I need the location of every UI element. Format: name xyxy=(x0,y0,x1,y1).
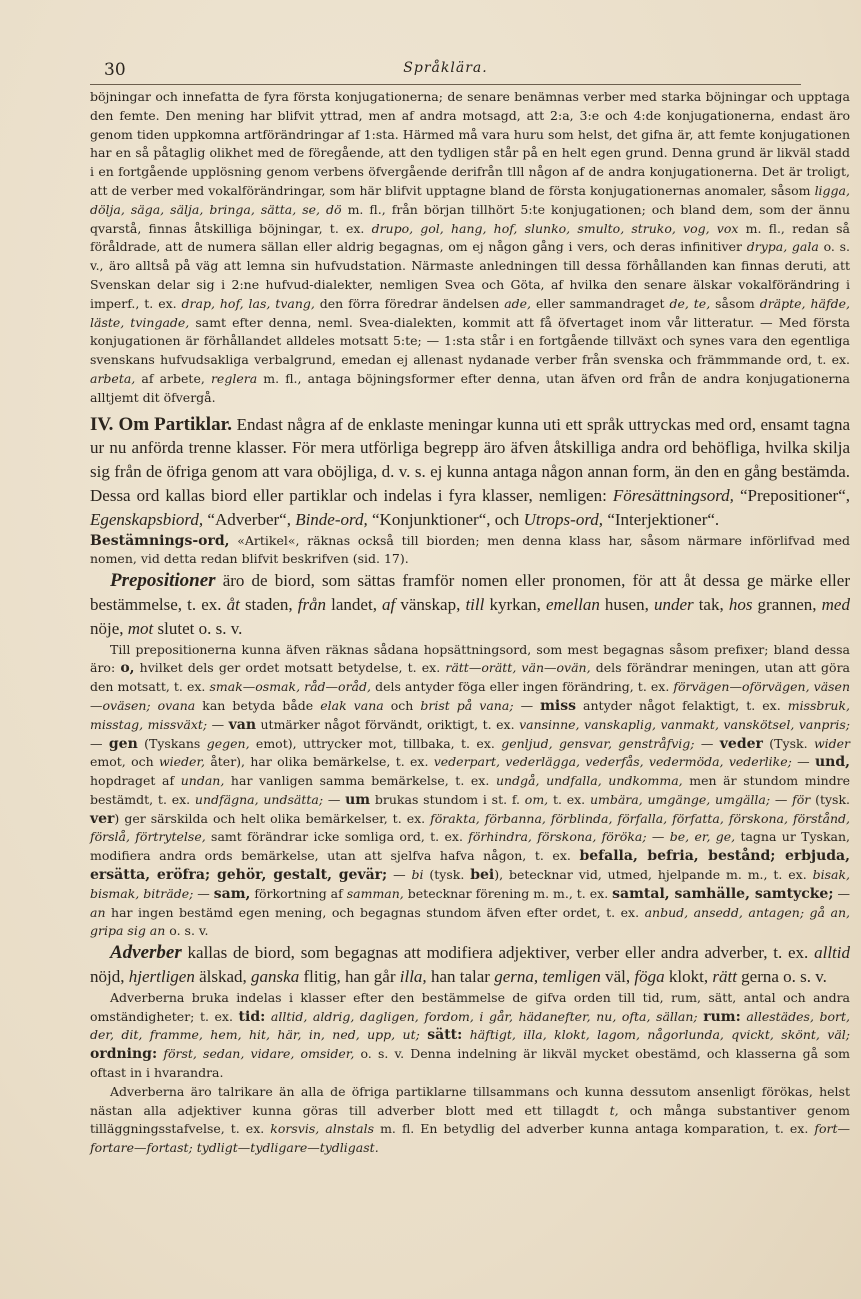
italic-text-run: emellan xyxy=(546,594,600,614)
text-run: (tysk. xyxy=(810,791,851,807)
text-run: betecknar förening m. m., t. ex. xyxy=(403,885,613,901)
text-run: — xyxy=(323,791,346,807)
text-run: emot, och xyxy=(90,754,159,770)
text-run: Till prepositionerna kunna äfven räknas sådana hopsättningsord, som mest begagnas såsom prefixer; bland dessa äro: xyxy=(90,641,850,676)
text-run: men är stundom mindre bestämdt, t. ex. xyxy=(90,773,850,807)
italic-text-run: undfägna, undsätta; xyxy=(194,791,324,807)
text-run: flitig, han går xyxy=(299,967,400,987)
adverb-comparison-paragraph xyxy=(90,1083,850,1158)
italic-text-run: Egenskapsbiord, xyxy=(90,509,204,529)
italic-text-run: anbud, ansedd, antagen; gå an, gripa sig an xyxy=(90,904,850,939)
italic-text-run: de, te, xyxy=(669,295,711,311)
text-run: tak, xyxy=(693,594,729,614)
italic-text-run: om, xyxy=(524,791,549,807)
italic-text-run: brist på vana; xyxy=(420,697,514,713)
text-run: «Artikel«, räknas också till biorden; men denna klass har, såsom närmare införlifvad med nomen, vid detta redan blifvit beskrifven (sid. 17). xyxy=(90,532,850,567)
page-body xyxy=(90,88,850,1158)
text-run: har vanligen samma bemärkelse, t. ex. xyxy=(224,773,496,789)
page-number: 30 xyxy=(104,60,126,80)
italic-text-run: dräpte, häfde, läste, tvingade, xyxy=(90,295,850,330)
italic-text-run: mot xyxy=(127,618,154,638)
text-run: grannen, xyxy=(752,594,822,614)
italic-text-run: wider xyxy=(813,735,851,751)
text-run: och många substantiver genom tilläggningsstafvelse, t. ex. xyxy=(90,1102,850,1137)
text-run: “Prepositioner“, xyxy=(733,485,850,505)
italic-text-run: Utrops-ord, xyxy=(523,509,604,529)
text-run: — xyxy=(513,697,541,713)
text-run: gerna o. s. v. xyxy=(736,967,827,987)
text-run: — xyxy=(791,754,815,770)
text-run: hopdraget af xyxy=(90,773,181,789)
text-run: landet, xyxy=(326,594,383,614)
italic-text-run: drypa, gala xyxy=(746,239,819,255)
text-run: slutet o. s. v. xyxy=(153,618,243,638)
text-run: förkortning af xyxy=(250,885,347,901)
text-run: samt förändrar icke somliga ord, t. ex. xyxy=(205,829,469,845)
text-run: (Tysk. xyxy=(762,735,814,751)
italic-text-run: hjertligen xyxy=(128,967,195,987)
italic-text-run: rätt xyxy=(712,967,737,987)
text-run: und, xyxy=(814,754,850,771)
text-run: Adverberna äro talrikare än alla de öfriga partiklarne tillsammans och kunna dessutom ansenligt förökas, helst nästan alla adjektiver kunna göras till adverber blott med ett tillagdt xyxy=(90,1083,850,1118)
italic-text-run: hos xyxy=(728,594,753,614)
italic-text-run: genljud, gensvar, genstråfvig; xyxy=(501,735,695,751)
text-run: t. ex. xyxy=(548,791,590,807)
italic-text-run: under xyxy=(653,594,694,614)
text-run: o. s. v. xyxy=(165,923,209,939)
italic-text-run: vederpart, vederlägga, vederfås, vedermöda, vederlike; xyxy=(433,754,792,770)
prepositions-paragraph xyxy=(90,569,850,640)
text-run: (Tyskans xyxy=(137,735,207,751)
text-run: — xyxy=(207,716,229,732)
italic-text-run: korsvis, alnstals xyxy=(270,1121,375,1137)
italic-text-run: allestädes, bort, der, dit, framme, hem, hit, här, in, ned, upp, ut; xyxy=(90,1008,850,1043)
text-run: befalla, befria, bestånd; erbjuda, ersätta, eröfra; gehör, gestalt, gevär; xyxy=(90,848,850,884)
italic-text-run: alltid xyxy=(814,943,850,963)
prepositions-heading: Prepositioner xyxy=(110,570,216,592)
text-run: — xyxy=(770,791,793,807)
text-run: eller sammandraget xyxy=(531,295,670,311)
text-run: — xyxy=(694,735,720,751)
text-run: ) ger särskilda och helt olika bemärkelser, t. ex. xyxy=(114,810,431,826)
italic-text-run: från xyxy=(297,594,327,614)
italic-text-run: till xyxy=(465,594,485,614)
text-run: och xyxy=(383,697,421,713)
italic-text-run: elak vana xyxy=(320,697,384,713)
section-heading: IV. Om Partiklar. xyxy=(90,413,233,435)
text-run: brukas stundom i st. f. xyxy=(370,791,525,807)
text-run: veder xyxy=(719,735,763,752)
italic-text-run: rätt—orätt, vän—ovän, xyxy=(445,660,591,676)
text-run: samtal, samhälle, samtycke; xyxy=(612,885,834,902)
italic-text-run: wieder, xyxy=(158,754,206,770)
text-run: har ingen bestämd egen mening, och begagnas stundom äfven efter ordet, t. ex. xyxy=(105,904,645,920)
text-run: klokt, xyxy=(664,967,713,987)
text-run: ver xyxy=(90,810,115,827)
italic-text-run: gegen, xyxy=(206,735,250,751)
text-run: åter), har olika bemärkelse, t. ex. xyxy=(205,754,434,770)
text-run: gen xyxy=(108,735,138,752)
text-run: — xyxy=(833,885,850,901)
italic-text-run: illa, xyxy=(399,967,427,987)
text-run: böjningar och innefatta de fyra första konjugationerna; de senare benämnas verber med starka böjningar och upptaga den femte. Den mening har blifvit yttrad, men af andra motsagd, att 2:a, 3:e och 4:de konjugationerna, endast äro genom tiden uppkomna artförändringar af 1:sta. Härmed må vara huru som helst, det gifna är, att femte konjugationen har en så påtaglig olikhet med de föregående, att den tydligen står på en helt egen grund. Denna grund är likväl stadd i en fortgående upplösning genom verbens öfvergående derifrån tlll någon af de andra konjugationerna. Det är troligt, att de verber med vokalförändringar, som här blifvit upptagne bland de första konjugationernas anomaler, såsom xyxy=(90,89,850,198)
text-run: sätt: xyxy=(427,1027,463,1044)
text-run: utmärker något förvändt, oriktigt, t. ex. xyxy=(256,716,520,732)
italic-text-run: bisak, bismak, biträde; xyxy=(90,867,851,901)
text-run xyxy=(462,1027,469,1042)
italic-text-run: förakta, förbanna, förblinda, förfalla, författa, förskona, förstånd, förslå, förtrytelse, xyxy=(90,810,851,845)
text-run: husen, xyxy=(599,594,654,614)
text-run: ), betecknar vid, utmed, hjelpande m. m., t. ex. xyxy=(494,867,813,883)
italic-text-run: an xyxy=(90,904,106,920)
text-run: nöjd, xyxy=(90,967,129,987)
italic-text-run: gerna, temligen xyxy=(494,967,601,987)
text-run: (tysk. xyxy=(423,867,471,883)
italic-text-run: bi xyxy=(411,867,424,883)
text-run: bei xyxy=(470,867,495,884)
italic-text-run: Föresättningsord, xyxy=(612,485,734,505)
text-run: samt efter denna, neml. Svea-dialekten, kommit att få öfvertaget inom vår litteratur. — Med första konjugationen är förhållandet alldeles motsatt 5:te; — 1:sta står i en fortgående tillväxt och synes vara den egentliga svenskans hufvudsakliga verbalgrund, emedan ej allenast nydanade verber från svenska och främmmande ord, t. ex. xyxy=(90,314,850,368)
italic-text-run: missbruk, misstag, missväxt; xyxy=(90,697,850,732)
italic-text-run: ligga, dölja, säga, sälja, bringa, sätta, se, dö xyxy=(90,182,850,217)
italic-text-run: drap, hof, las, tvang, xyxy=(181,295,315,311)
text-run: nöje, xyxy=(90,618,128,638)
article-term: Bestämnings-ord, xyxy=(90,532,230,549)
text-run: Endast några af de enklaste meningar kunna uti ett språk uttryckas med ord, ensamt tagna ur nu anförda trenne klasser. För mera utförliga begrepp äro äfven åtskilliga andra ord behöfliga, hvilka skilja sig från de öfriga genom att vara oböjliga, d. v. s. ej kunna antaga någon annan form, än den en gång bestämda. Dessa ord kallas biord eller partiklar och indelas i fyra klasser, nemligen: xyxy=(90,414,851,505)
italic-text-run: undan, xyxy=(180,773,225,789)
italic-text-run: alltid, aldrig, dagligen, fordom, i går, hädanefter, nu, ofta, sällan; xyxy=(270,1008,698,1024)
adverb-classes-paragraph xyxy=(90,989,850,1083)
text-run: den förra föredrar ändelsen xyxy=(314,295,505,311)
italic-text-run: umbära, umgänge, umgälla; xyxy=(589,791,771,807)
text-run: staden, xyxy=(239,594,298,614)
text-run: o. s. v. Denna indelning är likväl mycket obestämd, och klasserna gå som oftast in i hvarandra. xyxy=(90,1046,851,1081)
italic-text-run: af xyxy=(382,594,396,614)
italic-text-run: förvägen—oförvägen, väsen—oväsen; ovana xyxy=(90,679,851,713)
text-run: — xyxy=(387,867,412,883)
text-run: — xyxy=(193,885,214,901)
text-run: o, xyxy=(120,660,135,677)
italic-text-run: t, xyxy=(609,1102,619,1118)
italic-text-run: ganska xyxy=(251,967,300,987)
particles-section xyxy=(90,413,850,532)
italic-text-run: förhindra, förskona, föröka; xyxy=(468,829,647,845)
verb-conjugation-paragraph xyxy=(90,88,850,408)
text-run: Adverberna bruka indelas i klasser efter den bestämmelse de gifva orden till tid, rum, sätt, antal och andra omständigheter; t. ex. xyxy=(90,989,850,1024)
italic-text-run: åt xyxy=(226,594,240,614)
text-run: sam, xyxy=(213,885,251,902)
text-run: hvilket dels ger ordet motsatt betydelse, t. ex. xyxy=(134,660,446,676)
text-run: dels förändrar meningen, utan att göra den motsatt, t. ex. xyxy=(90,660,851,695)
running-title: Språklära. xyxy=(403,60,488,76)
italic-text-run: undgå, undfalla, undkomma, xyxy=(495,773,683,789)
text-run: van xyxy=(228,716,256,733)
text-run: ordning: xyxy=(90,1046,158,1063)
text-run: han talar xyxy=(426,967,495,987)
italic-text-run: först, sedan, vidare, omsider, xyxy=(163,1046,355,1062)
page-header xyxy=(90,58,801,85)
text-run: — xyxy=(90,735,109,751)
text-run: såsom xyxy=(710,295,760,311)
text-run: m. fl., från början tillhört 5:te konjugationen; och bland dem, som der ännu qvarstå, finnas åtskilliga böjningar, t. ex. xyxy=(90,201,851,236)
adverbs-heading: Adverber xyxy=(110,942,182,964)
text-run: dels antyder föga eller ingen förändring, t. ex. xyxy=(371,679,674,695)
text-run: antyder något felaktigt, t. ex. xyxy=(576,697,788,713)
italic-text-run: drupo, gol, hang, hof, slunko, smulto, struko, vog, vox xyxy=(371,220,739,236)
text-run: — xyxy=(646,829,670,845)
text-run: “Adverber“, xyxy=(203,509,296,529)
italic-text-run: häftigt, illa, klokt, lagom, någorlunda, qvickt, skönt, väl; xyxy=(469,1027,850,1043)
text-run: vänskap, xyxy=(395,594,466,614)
article-note xyxy=(90,532,850,570)
text-run: emot), uttrycker mot, tillbaka, t. ex. xyxy=(249,735,502,751)
italic-text-run: samman, xyxy=(346,885,404,901)
italic-text-run: be, er, ge, xyxy=(669,829,736,845)
italic-text-run: med xyxy=(821,594,850,614)
text-run: äro de biord, som sättas framför nomen eller pronomen, för att åt dessa ge märke eller bestämmelse, t. ex. xyxy=(90,571,850,614)
text-run: tid: xyxy=(238,1008,266,1025)
text-run: o. s. v., äro alltså på väg att lemna sin hufvudstation. Närmaste anledningen till dessa förhållanden kan finnas deruti, att Svenskan delar sig i 2:ne hufvud-dialekter, nemligen Svea och Göta, af hvilka den senare älskar vokalförändring i imperf., t. ex. xyxy=(90,239,850,311)
text-run: rum: xyxy=(703,1008,741,1025)
italic-text-run: arbeta, xyxy=(90,370,136,386)
italic-text-run: fort—fortare—fortast; tydligt—tydligare—tydligast. xyxy=(90,1121,850,1156)
prefixes-paragraph xyxy=(90,641,850,942)
italic-text-run: smak—osmak, råd—oråd, xyxy=(209,679,371,695)
italic-text-run: vansinne, vanskaplig, vanmakt, vanskötsel, vanpris; xyxy=(519,716,850,732)
italic-text-run: Binde-ord, xyxy=(295,509,368,529)
text-run: kan betyda både xyxy=(195,697,321,713)
text-run: väl, xyxy=(600,967,635,987)
italic-text-run: för xyxy=(792,791,811,807)
text-run: m. fl., antaga böjningsformer efter denna, utan äfven ord från de andra konjugationerna alltjemt dit öfvergå. xyxy=(90,370,850,405)
italic-text-run: föga xyxy=(634,967,665,987)
text-run: tagna ur Tyskan, modifiera andra ords bemärkelse, utan att sjelfva hafva någon, t. ex. xyxy=(90,829,850,864)
italic-text-run: ade, xyxy=(504,295,532,311)
text-run: miss xyxy=(540,697,577,714)
adverbs-paragraph xyxy=(90,941,850,989)
text-run: af arbete, xyxy=(135,370,211,386)
text-run: m. fl. En betydlig del adverber kunna antaga komparation, t. ex. xyxy=(374,1121,815,1137)
text-run: um xyxy=(345,791,371,808)
text-run: “Konjunktioner“, och xyxy=(367,509,524,529)
text-run: kallas de biord, som begagnas att modifiera adjektiver, verber eller andra adverber, t. ex. xyxy=(181,943,815,963)
text-run: “Interjektioner“. xyxy=(603,509,720,529)
text-run: kyrkan, xyxy=(484,594,546,614)
italic-text-run: reglera xyxy=(210,370,258,386)
text-run: älskad, xyxy=(194,967,252,987)
text-run: m. fl., redan så föråldrade, att de numera sällan eller aldrig begagnas, om ej någon gång i vers, och deras infinitiver xyxy=(90,220,850,255)
